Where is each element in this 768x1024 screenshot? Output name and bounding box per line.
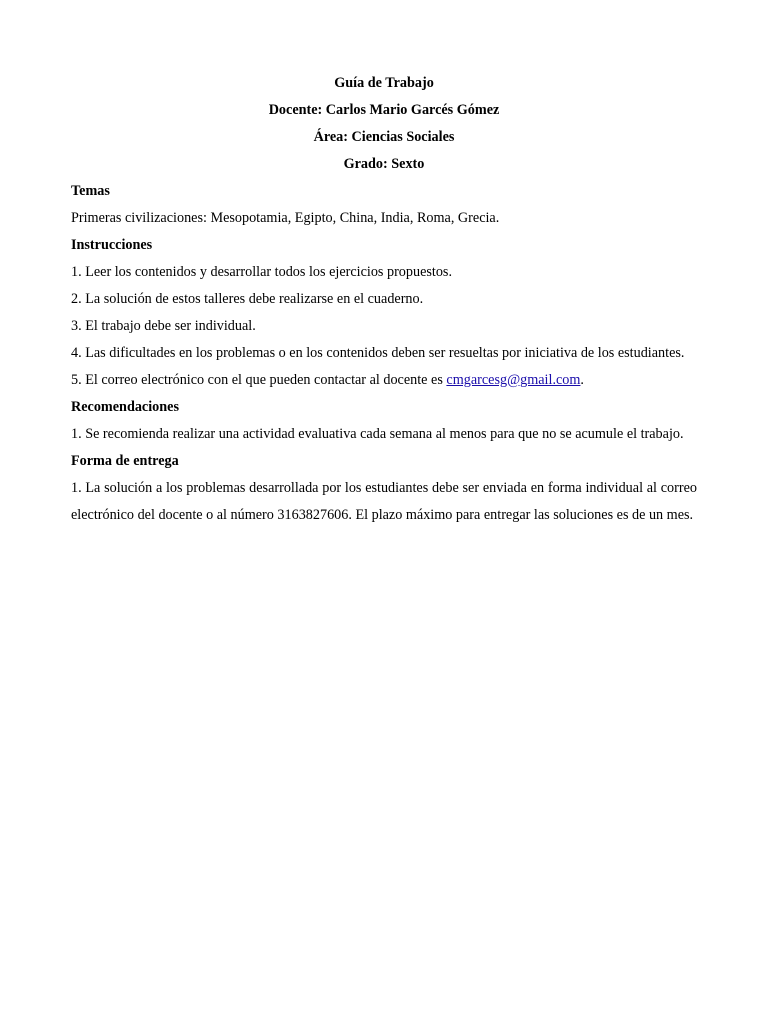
temas-heading: Temas	[71, 183, 110, 199]
grade-line: Grado: Sexto	[343, 156, 425, 172]
instruction-item-4: 4. Las dificultades en los problemas o en los contenidos deben ser resueltas por iniciativa de los estudiantes.	[71, 345, 685, 361]
instruction-item-5-text: 5. El correo electrónico con el que pueden contactar al docente es	[71, 372, 447, 388]
recomendaciones-heading: Recomendaciones	[71, 399, 179, 415]
document-title: Guía de Trabajo	[334, 75, 434, 91]
teacher-email-link[interactable]: cmgarcesg@gmail.com	[446, 372, 581, 388]
recommendation-item-1: 1. Se recomienda realizar una actividad evaluativa cada semana al menos para que no se acumule el trabajo.	[71, 426, 684, 442]
area-line: Área: Ciencias Sociales	[313, 129, 455, 145]
entrega-heading: Forma de entrega	[71, 453, 179, 469]
instruction-item-2: 2. La solución de estos talleres debe realizarse en el cuaderno.	[71, 291, 424, 307]
instruction-item-1: 1. Leer los contenidos y desarrollar todos los ejercicios propuestos.	[71, 264, 452, 280]
instruction-item-5-suffix: .	[580, 372, 584, 388]
instrucciones-heading: Instrucciones	[71, 237, 153, 253]
teacher-line: Docente: Carlos Mario Garcés Gómez	[268, 102, 500, 118]
temas-text: Primeras civilizaciones: Mesopotamia, Egipto, China, India, Roma, Grecia.	[71, 210, 500, 226]
instruction-item-5	[71, 367, 697, 394]
delivery-item-1: 1. La solución a los problemas desarrollada por los estudiantes debe ser enviada en forma individual al correo electrónico del docente o al número 3163827606. El plazo máximo para entregar las soluciones es de un mes.	[71, 480, 697, 523]
instruction-item-3: 3. El trabajo debe ser individual.	[71, 318, 256, 334]
